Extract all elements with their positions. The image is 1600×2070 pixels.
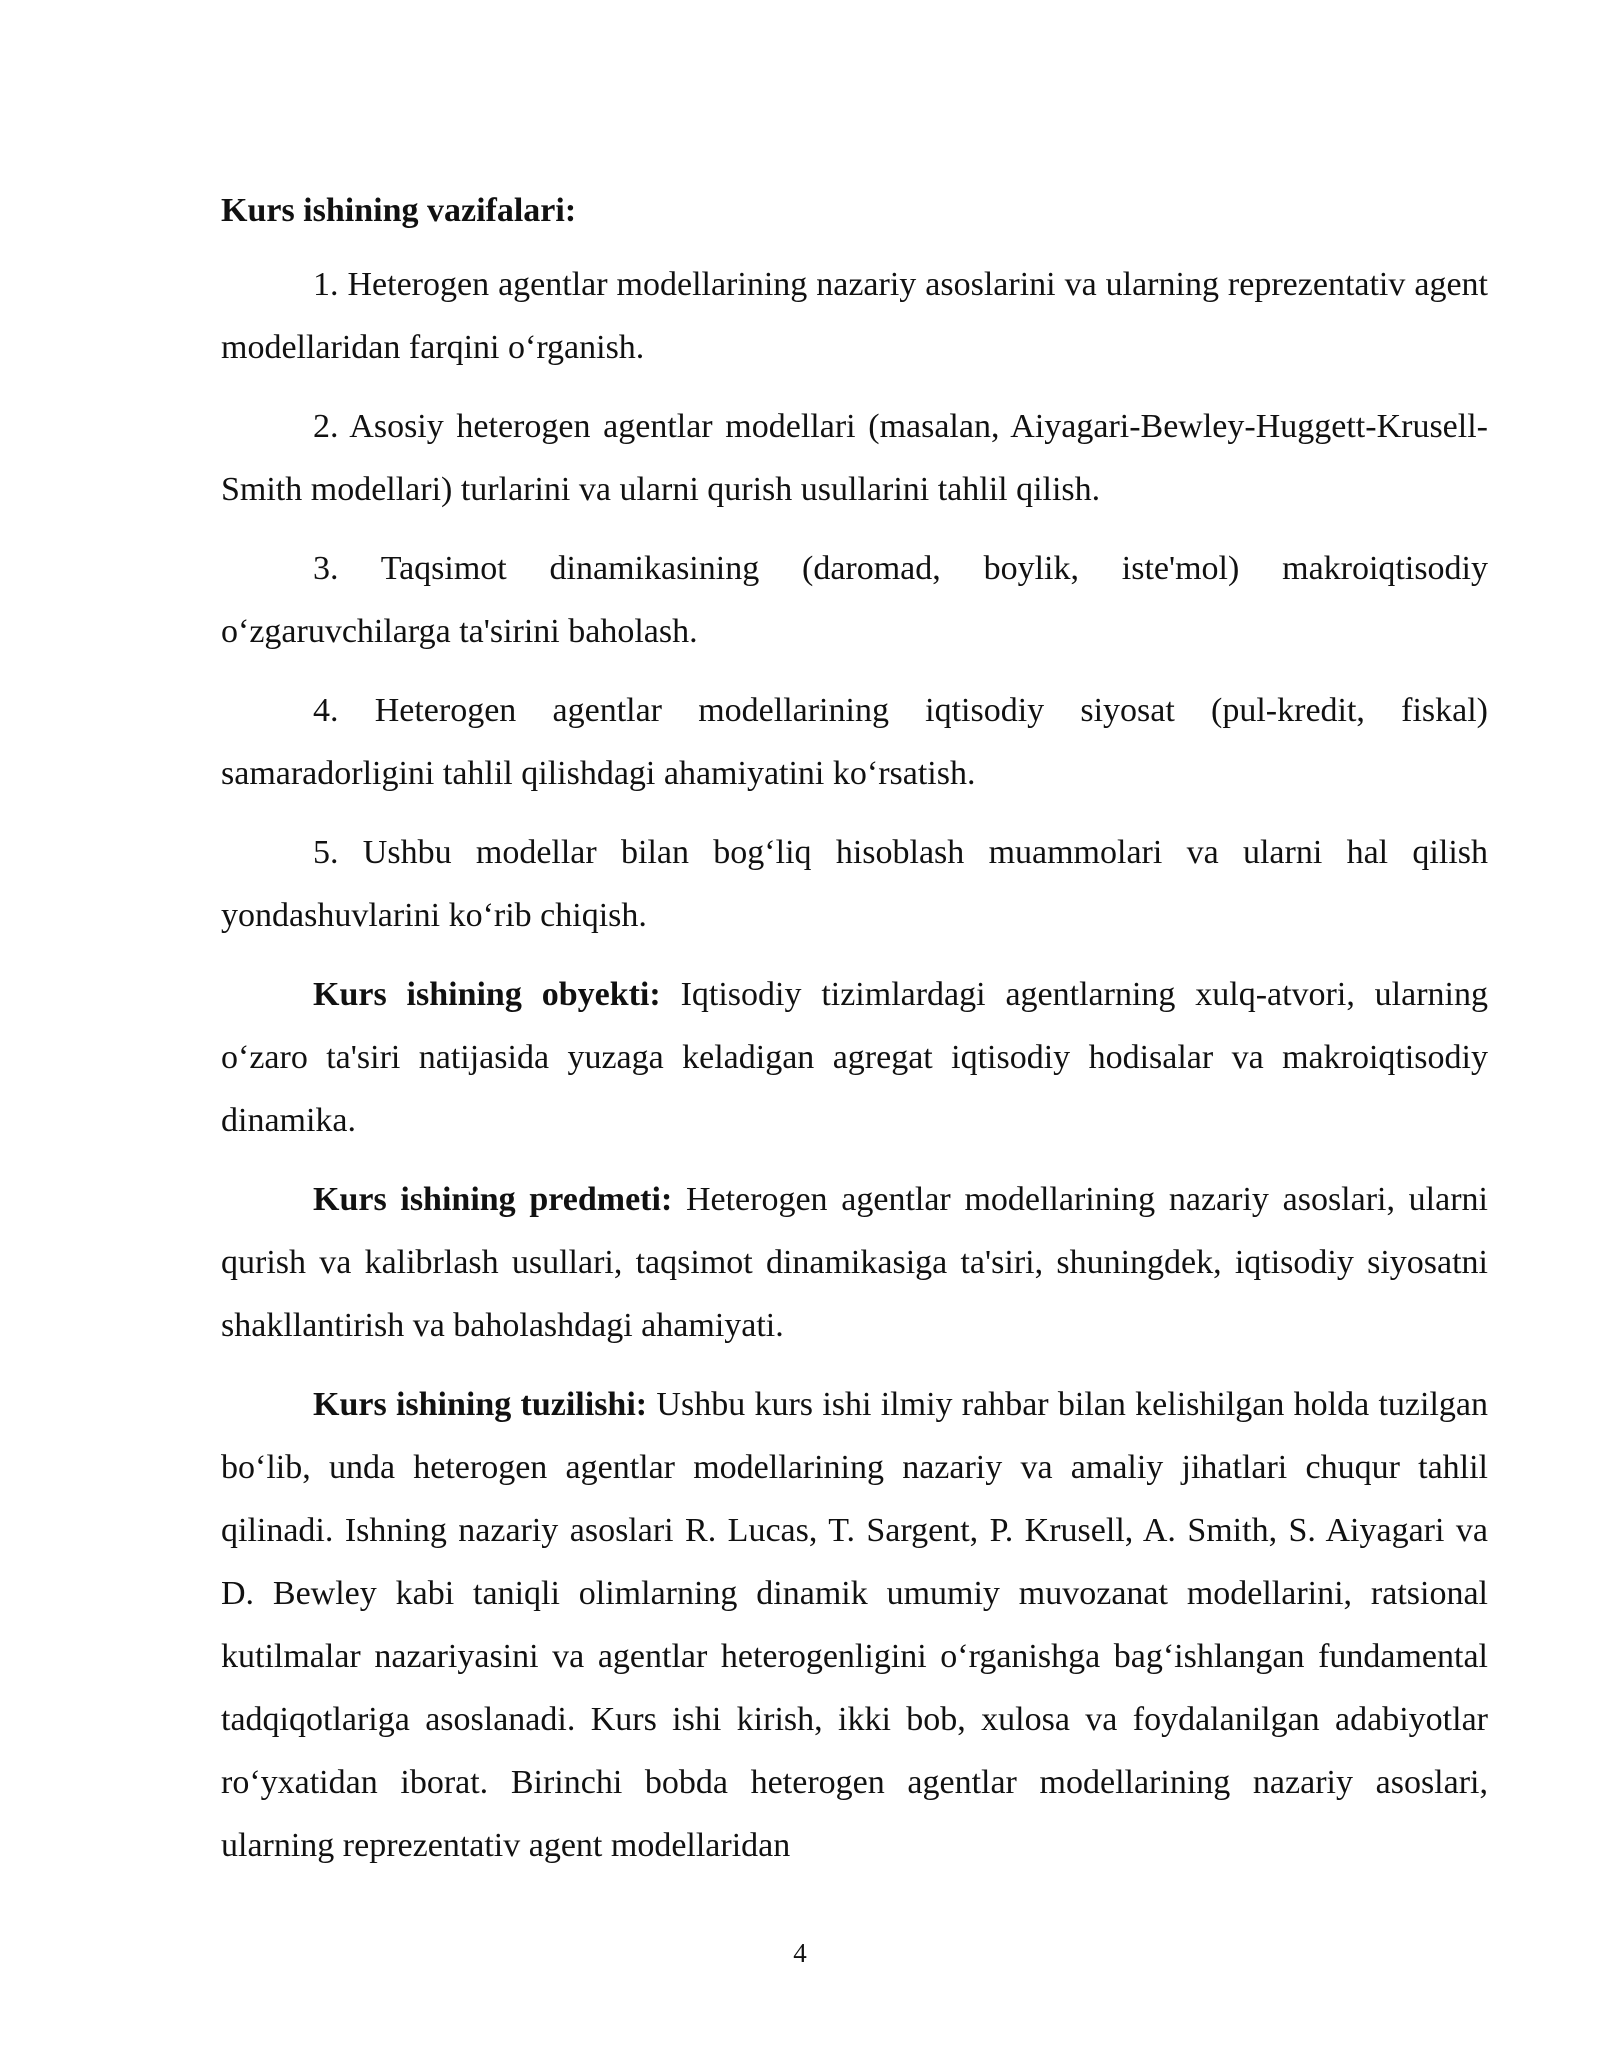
task-item-2: 2. Asosiy heterogen agentlar modellari (masalan, Aiyagari-Bewley-Huggett-Krusell-Smith modellari) turlarini va ularni qurish usullarini tahlil qilish.	[221, 408, 1488, 508]
structure-text: Ushbu kurs ishi ilmiy rahbar bilan kelishilgan holda tuzilgan bo‘lib, unda heterogen agentlar modellarining nazariy va amaliy jihatlari chuqur tahlil qilinadi. Ishning nazariy asoslari R. Lucas, T. Sargent, P. Krusell, A. Smith, S. Aiyagari va D. Bewley kabi taniqli olimlarning dinamik umumiy muvozanat modellarini, ratsional kutilmalar nazariyasini va agentlar heterogenligini o‘rganishga bag‘ishlangan fundamental tadqiqotlariga asoslanadi. Kurs ishi kirish, ikki bob, xulosa va foydalanilgan adabiyotlar ro‘yxatidan iborat. Birinchi bobda heterogen agentlar modellarining nazariy asoslari, ularning reprezentativ agent modellaridan	[221, 1386, 1488, 1864]
task-item-1: 1. Heterogen agentlar modellarining nazariy asoslarini va ularning reprezentativ agent modellaridan farqini o‘rganish.	[221, 266, 1488, 366]
task-item-5: 5. Ushbu modellar bilan bog‘liq hisoblash muammolari va ularni hal qilish yondashuvlarini ko‘rib chiqish.	[221, 834, 1488, 934]
subject-label: Kurs ishining predmeti:	[313, 1181, 673, 1218]
object-text: Iqtisodiy tizimlardagi agentlarning xulq-atvori, ularning o‘zaro ta'siri natijasida yuzaga keladigan agregat iqtisodiy hodisalar va makroiqtisodiy dinamika.	[221, 976, 1488, 1139]
subject-paragraph	[221, 1168, 1488, 1357]
object-label: Kurs ishining obyekti:	[313, 976, 661, 1013]
object-paragraph	[221, 963, 1488, 1152]
structure-paragraph	[221, 1373, 1488, 1877]
task-item-3: 3. Taqsimot dinamikasining (daromad, boylik, iste'mol) makroiqtisodiy o‘zgaruvchilarga ta'sirini baholash.	[221, 550, 1488, 650]
section-heading: Kurs ishining vazifalari:	[221, 192, 577, 229]
task-item-4: 4. Heterogen agentlar modellarining iqtisodiy siyosat (pul-kredit, fiskal) samaradorligini tahlil qilishdagi ahamiyatini ko‘rsatish.	[221, 692, 1488, 792]
document-body	[221, 185, 1488, 1893]
page-number: 4	[793, 1938, 807, 1968]
subject-text: Heterogen agentlar modellarining nazariy asoslari, ularni qurish va kalibrlash usullari, taqsimot dinamikasiga ta'siri, shuningdek, iqtisodiy siyosatni shakllantirish va baholashdagi ahamiyati.	[221, 1181, 1488, 1344]
structure-label: Kurs ishining tuzilishi:	[313, 1386, 648, 1423]
